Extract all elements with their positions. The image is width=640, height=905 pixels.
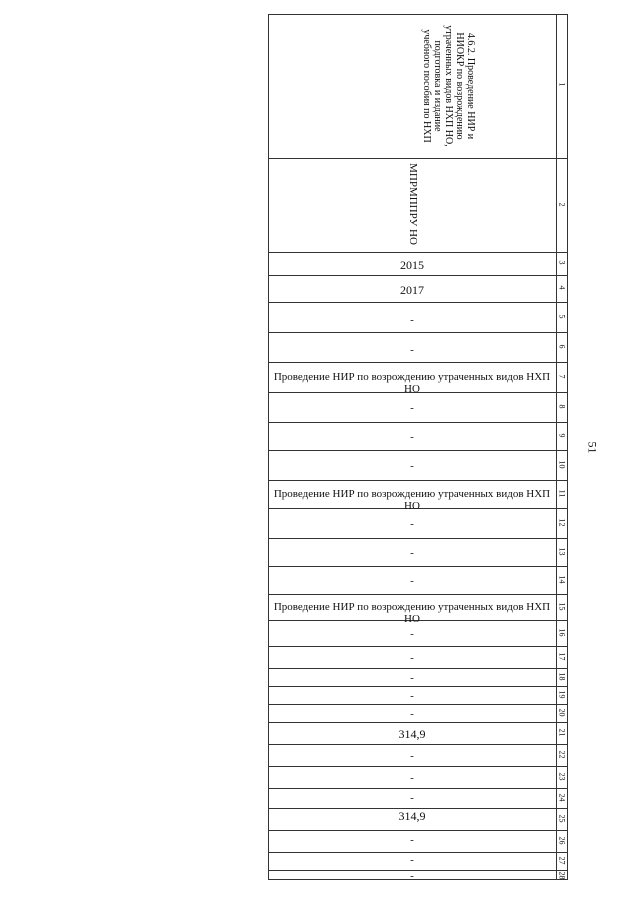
- value-col-15: Проведение НИР по возрождению утраченных видов НХП НО: [273, 601, 551, 625]
- col-number: 5: [557, 314, 567, 319]
- value-col-5: -: [410, 314, 414, 326]
- value-col-20: -: [410, 708, 414, 720]
- value-col-16: -: [410, 628, 414, 640]
- measure-description-text: 4.6.2. Проведение НИР и НИОКР по возрождению утраченных видов НХП НО, подготовка и издание учебного пособия по НХП: [421, 25, 476, 147]
- col-number: 20: [557, 708, 567, 717]
- col-number: 1: [557, 82, 567, 87]
- col-number: 10: [557, 460, 567, 469]
- value-col-21: 314,9: [398, 727, 426, 741]
- col-number: 2: [557, 202, 567, 207]
- col-number: 12: [557, 518, 567, 527]
- value-col-23: -: [410, 772, 414, 784]
- value-col-19: -: [410, 690, 414, 702]
- col-number: 11: [557, 489, 567, 498]
- value-col-11: Проведение НИР по возрождению утраченных видов НХП НО: [273, 488, 551, 512]
- col-number: 9: [557, 433, 567, 438]
- value-col-28: -: [410, 870, 414, 882]
- col-number: 26: [557, 836, 567, 845]
- value-col-27: -: [410, 854, 414, 866]
- col-number: 17: [557, 652, 567, 661]
- col-number: 22: [557, 750, 567, 759]
- col-number: 18: [557, 672, 567, 681]
- col-number: 6: [557, 344, 567, 349]
- value-col-22: -: [410, 750, 414, 762]
- col-number: 4: [557, 285, 567, 290]
- value-col-8: -: [410, 402, 414, 414]
- col-number: 7: [557, 374, 567, 379]
- value-col-17: -: [410, 652, 414, 664]
- value-col-24: -: [410, 792, 414, 804]
- executor: МПРМППРУ НО: [407, 163, 419, 245]
- value-col-7: Проведение НИР по возрождению утраченных видов НХП НО: [273, 371, 551, 395]
- value-col-13: -: [410, 547, 414, 559]
- value-col-10: -: [410, 460, 414, 472]
- col-number: 8: [557, 404, 567, 409]
- col-number: 16: [557, 628, 567, 637]
- value-col-4: 2017: [400, 283, 424, 297]
- table-border-right: [567, 14, 568, 880]
- value-col-9: -: [410, 431, 414, 443]
- page-number: 51: [585, 441, 600, 454]
- value-col-18: -: [410, 672, 414, 684]
- col-number: 23: [557, 772, 567, 781]
- col-number: 25: [557, 814, 567, 823]
- measure-description: [348, 20, 476, 152]
- col-number: 28: [557, 871, 567, 880]
- rotated-table: [268, 14, 568, 880]
- col-number: 14: [557, 575, 567, 584]
- value-col-12: -: [410, 518, 414, 530]
- col-number: 21: [557, 728, 567, 737]
- value-col-25: 314,9: [398, 809, 426, 823]
- value-col-3: 2015: [400, 258, 424, 272]
- value-col-6: -: [410, 344, 414, 356]
- value-col-14: -: [410, 575, 414, 587]
- col-number: 24: [557, 793, 567, 802]
- col-number: 3: [557, 260, 567, 265]
- col-number: 19: [557, 690, 567, 699]
- value-col-26: -: [410, 834, 414, 846]
- col-number: 15: [557, 602, 567, 611]
- col-number: 13: [557, 547, 567, 556]
- col-number: 27: [557, 856, 567, 865]
